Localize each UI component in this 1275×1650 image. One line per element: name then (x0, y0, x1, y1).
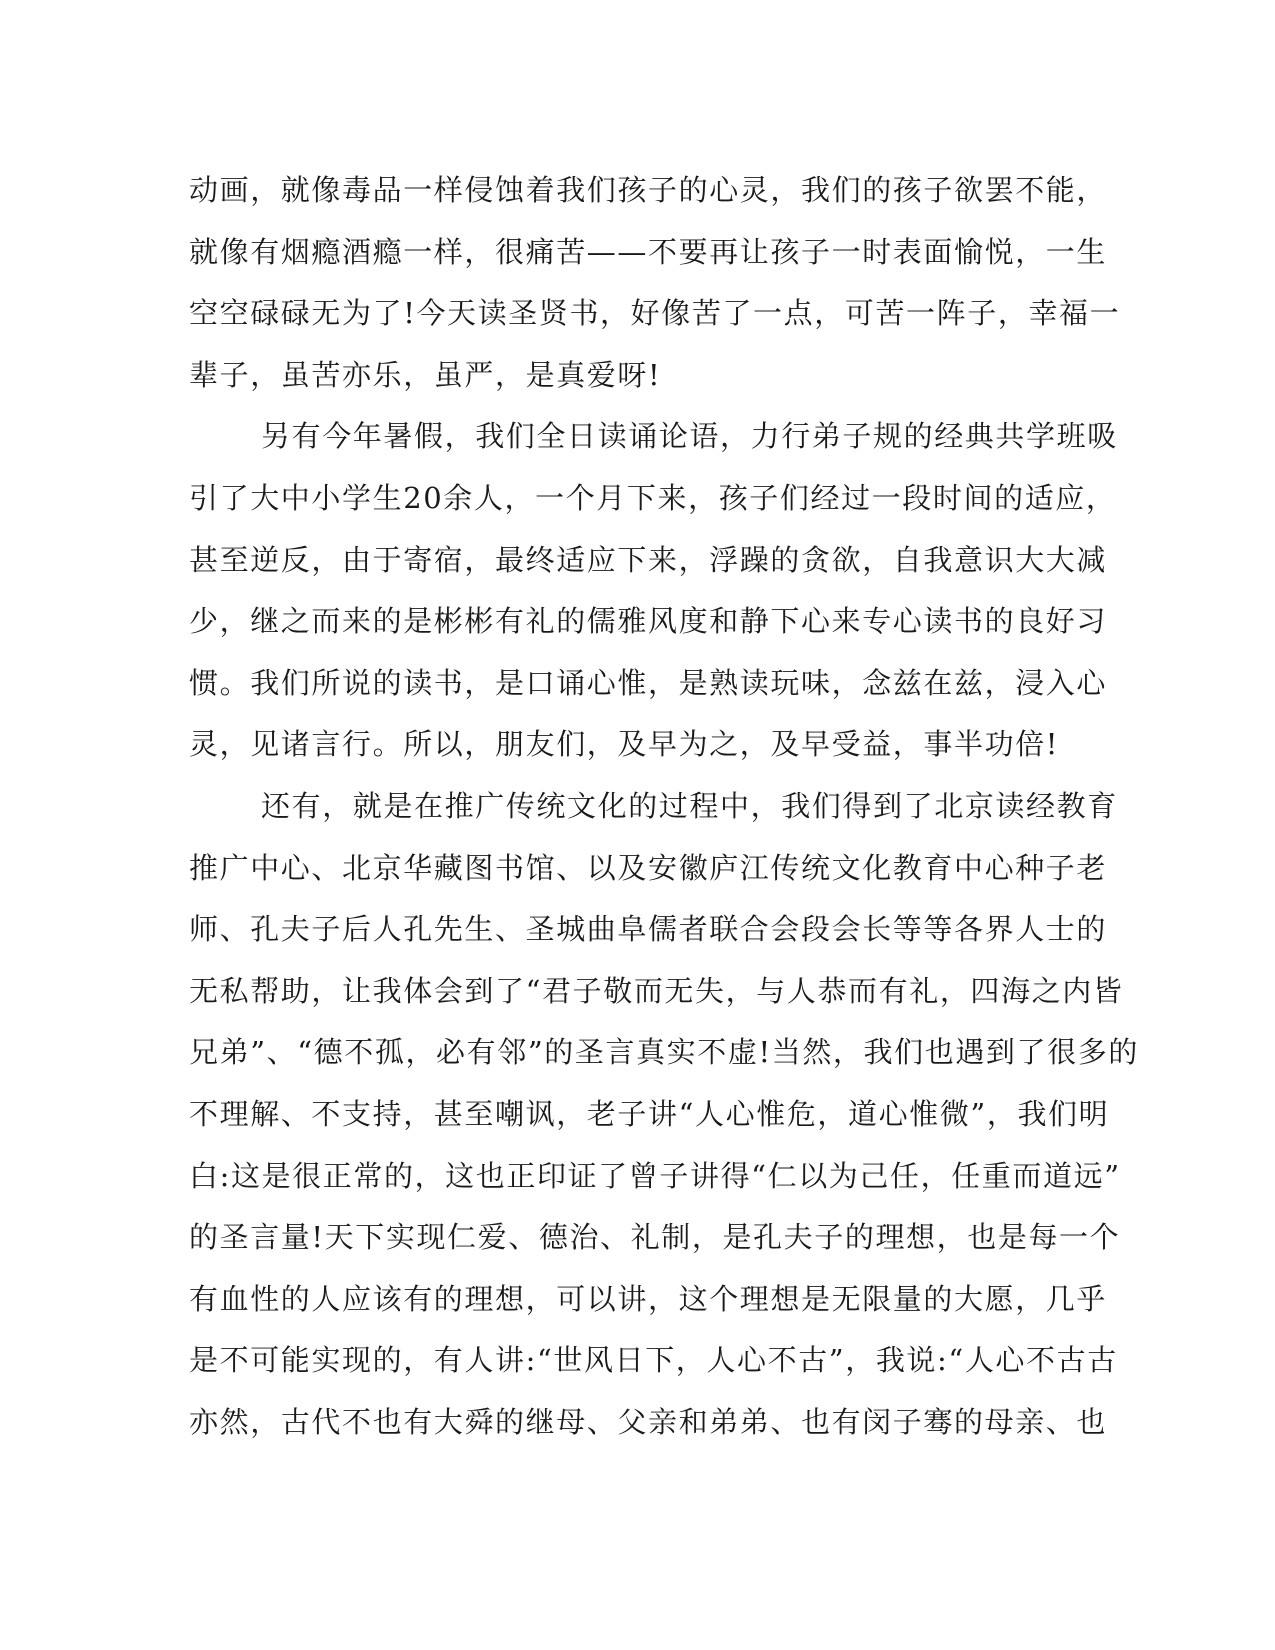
paragraph-start-line: 另有今年暑假，我们全日读诵论语，力行弟子规的经典共学班吸 (261, 419, 1118, 454)
text-line: 的圣言量!天下实现仁爱、德治、礼制，是孔夫子的理想，也是每一个 (189, 1220, 1121, 1255)
text-line: 师、孔夫子后人孔先生、圣城曲阜儒者联合会段会长等等各界人士的 (189, 912, 1108, 947)
text-line: 兄弟”、“德不孤，必有邻”的圣言真实不虚!当然，我们也遇到了很多的 (189, 1035, 1139, 1070)
text-line: 不理解、不支持，甚至嘲讽，老子讲“人心惟危，道心惟微”，我们明 (189, 1096, 1110, 1131)
text-line: 甚至逆反，由于寄宿，最终适应下来，浮躁的贪欲，自我意识大大减 (189, 542, 1108, 577)
text-line: 推广中心、北京华藏图书馆、以及安徽庐江传统文化教育中心种子老 (189, 850, 1108, 885)
text-line: 惯。我们所说的读书，是口诵心惟，是熟读玩味，念兹在兹，浸入心 (189, 665, 1108, 700)
paragraph-start-line: 还有，就是在推广传统文化的过程中，我们得到了北京读经教育 (261, 788, 1118, 823)
text-line: 灵，见诸言行。所以，朋友们，及早为之，及早受益，事半功倍! (189, 727, 1060, 762)
text-line: 白:这是很正常的，这也正印证了曾子讲得“仁以为己任，任重而道远” (189, 1158, 1121, 1193)
text-line: 空空碌碌无为了!今天读圣贤书，好像苦了一点，可苦一阵子，幸福一 (189, 296, 1121, 331)
text-line: 辈子，虽苦亦乐，虽严，是真爱呀! (189, 357, 662, 392)
text-line: 动画，就像毒品一样侵蚀着我们孩子的心灵，我们的孩子欲罢不能， (189, 173, 1108, 207)
text-line: 是不可能实现的，有人讲:“世风日下，人心不古”，我说:“人心不古古 (189, 1343, 1118, 1378)
text-line: 少，继之而来的是彬彬有礼的儒雅风度和静下心来专心读书的良好习 (189, 604, 1108, 639)
body-text (189, 160, 1139, 1453)
text-line: 无私帮助，让我体会到了“君子敬而无失，与人恭而有礼，四海之内皆 (189, 973, 1124, 1008)
text-line: 引了大中小学生20余人，一个月下来，孩子们经过一段时间的适应， (189, 480, 1117, 515)
text-line: 就像有烟瘾酒瘾一样，很痛苦——不要再让孩子一时表面愉悦，一生 (189, 234, 1108, 269)
text-line: 有血性的人应该有的理想，可以讲，这个理想是无限量的大愿，几乎 (189, 1281, 1108, 1316)
text-line: 亦然，古代不也有大舜的继母、父亲和弟弟、也有闵子骞的母亲、也 (189, 1404, 1108, 1439)
